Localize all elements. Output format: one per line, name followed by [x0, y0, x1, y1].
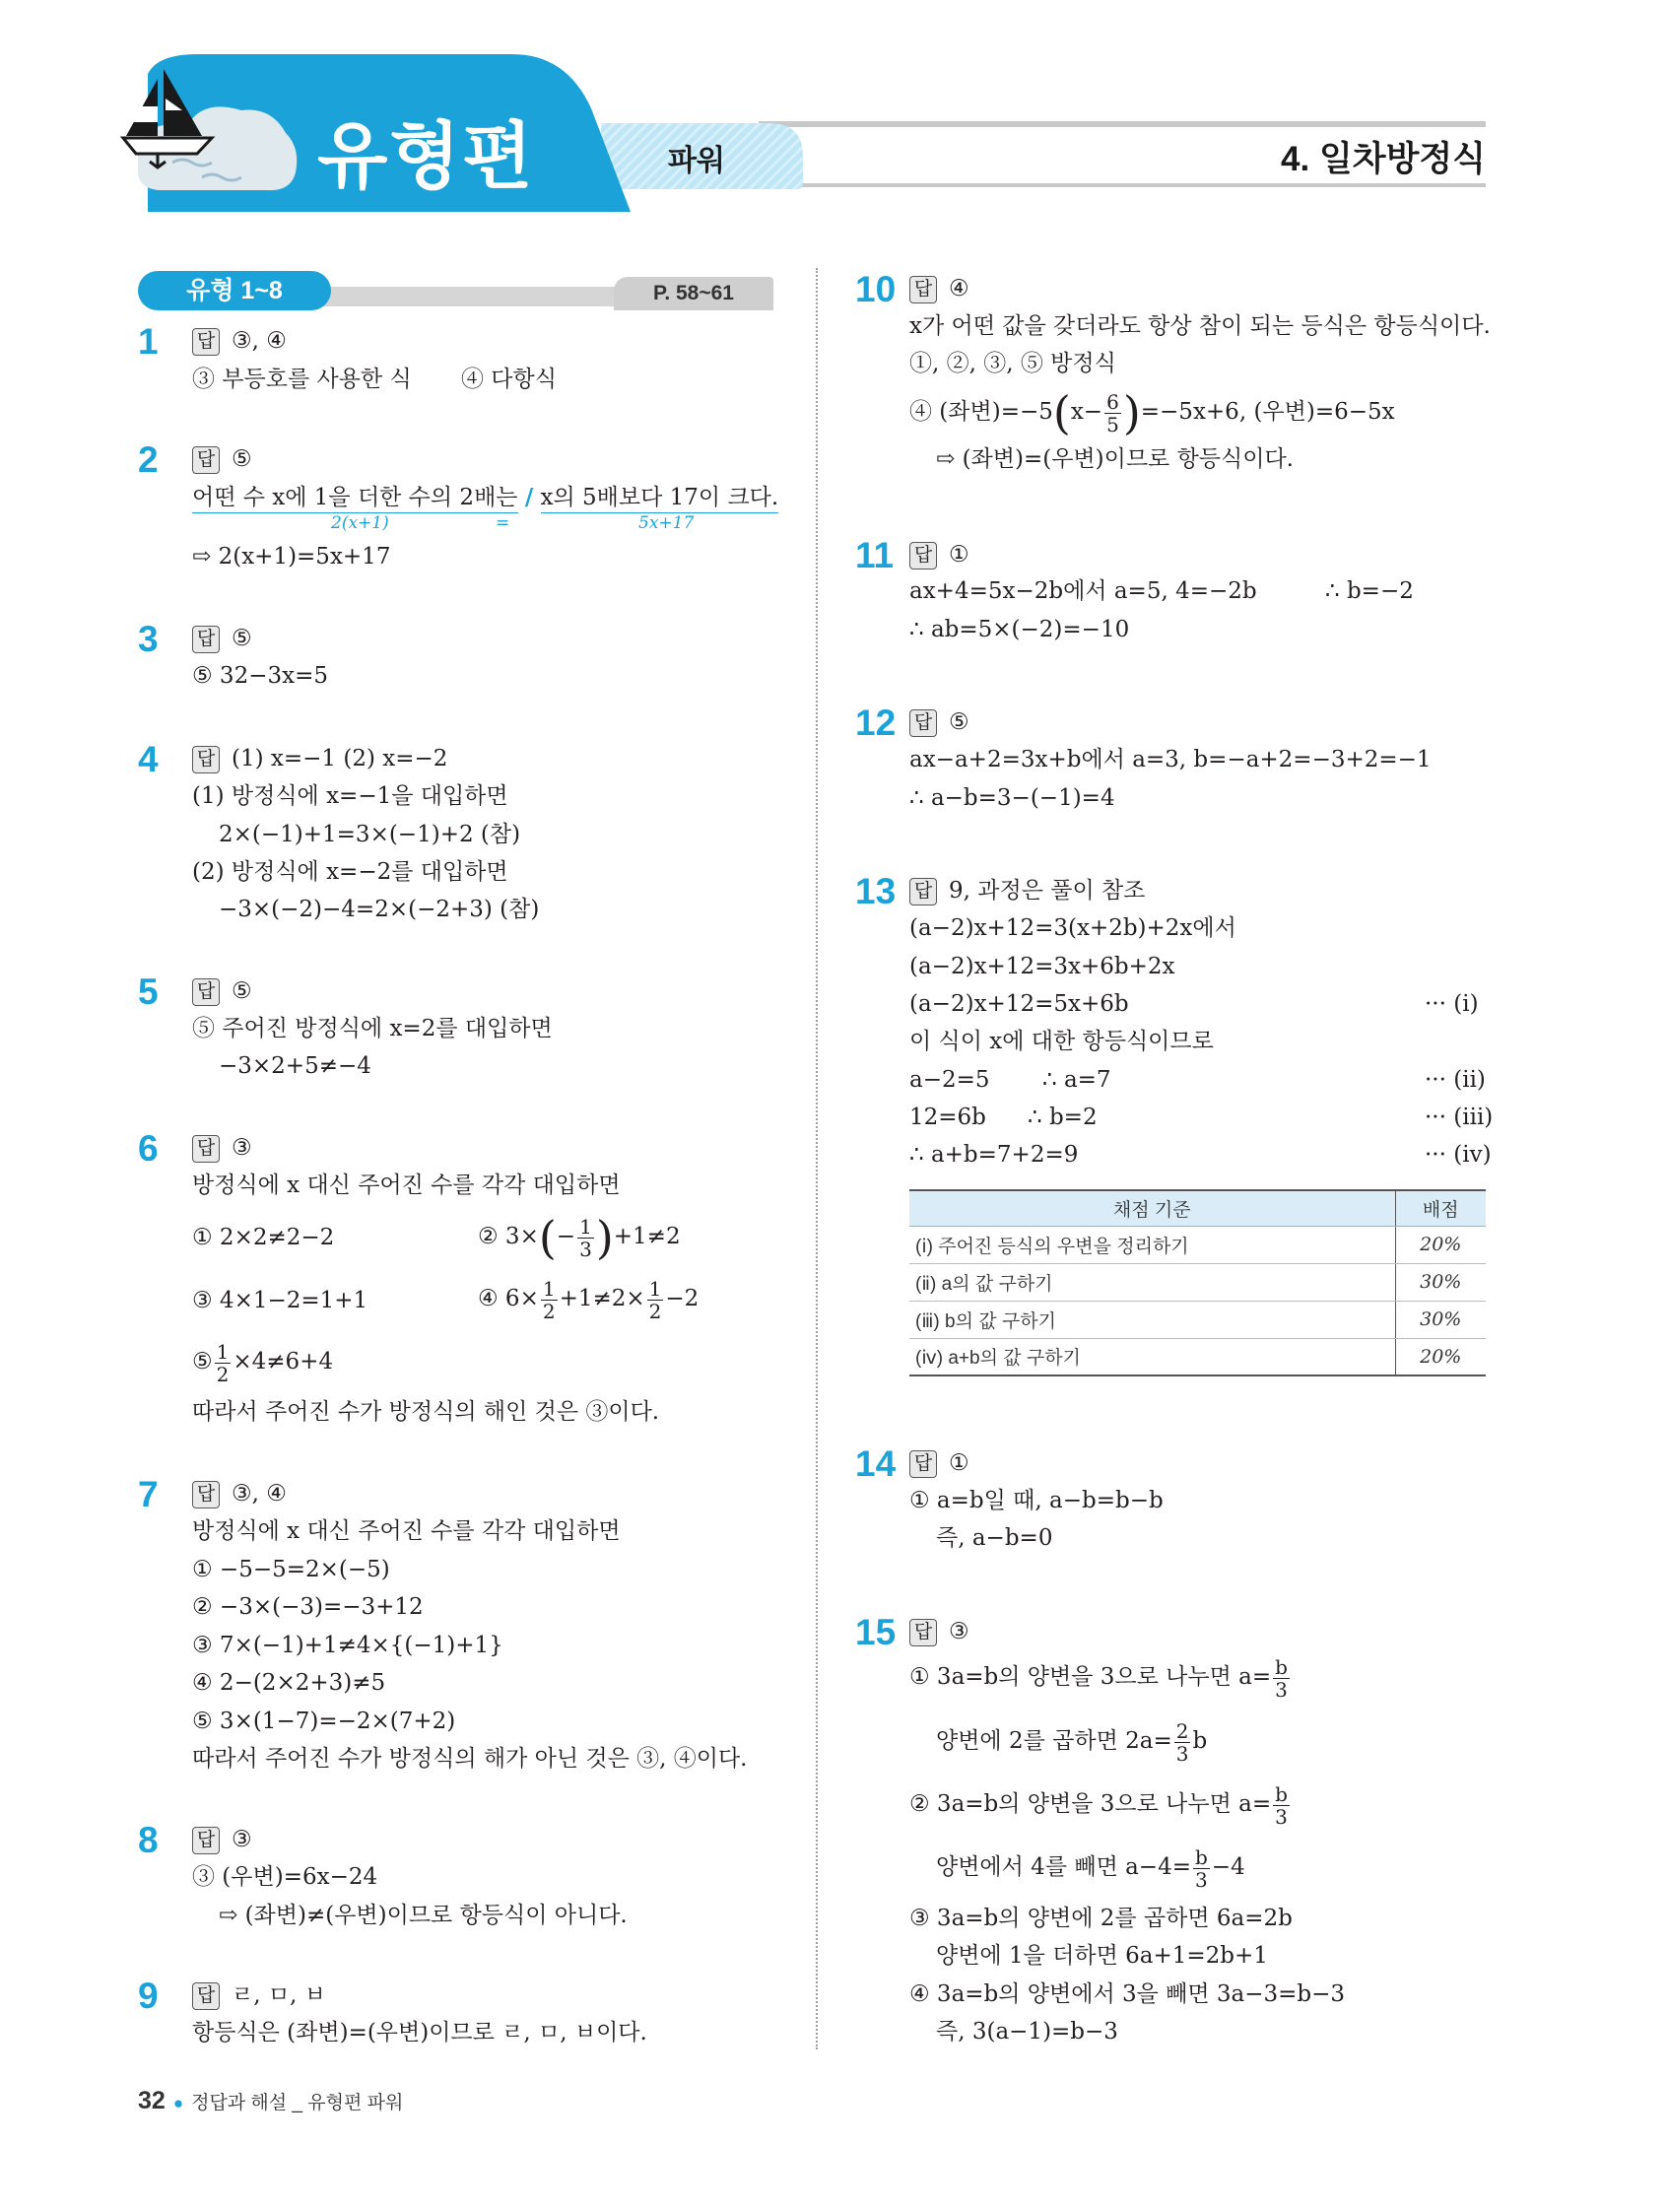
solution-line: 12=6b: [909, 1105, 986, 1130]
solution-line: ∴ b=2: [1028, 1105, 1098, 1130]
page-footer: [138, 2087, 403, 2115]
solution-line: ∴ b=−2: [1325, 578, 1414, 604]
question-number: 10: [855, 269, 897, 309]
numerator: 6: [1106, 389, 1119, 414]
criteria-cell: (ⅱ) a의 값 구하기: [909, 1263, 1395, 1301]
answer-line: [192, 1133, 252, 1163]
solution-line: ∴ a−b=3−(−1)=4: [909, 785, 1115, 811]
option-text: +1≠2×: [559, 1286, 645, 1311]
numerator: b: [1194, 1844, 1208, 1869]
option-line: ⑤ 3×(1−7)=−2×(7+2): [192, 1709, 456, 1734]
fraction: [1273, 1783, 1290, 1828]
question-number: 7: [138, 1474, 159, 1514]
answer-line: [192, 326, 287, 356]
solution-line: [909, 1779, 1292, 1829]
column-divider: [816, 268, 818, 2049]
numerator: 2: [1175, 1718, 1189, 1743]
math-text: −4: [1211, 1854, 1245, 1880]
section-tab-label: 유형 1~8: [138, 271, 331, 310]
points-header: 배점: [1395, 1190, 1486, 1226]
solution-line: a−2=5: [909, 1067, 990, 1093]
answer-line: [192, 744, 447, 773]
option-line: ② −3×(−3)=−3+12: [192, 1594, 424, 1620]
fraction: [1193, 1846, 1210, 1891]
step-marker: ··· (ⅱ): [1425, 1067, 1486, 1093]
page-number: 32: [138, 2087, 166, 2114]
answer-text: ⑤: [949, 709, 969, 735]
math-text: ④ (좌변)=−5: [909, 399, 1053, 425]
points-cell: 30%: [1395, 1263, 1486, 1301]
answer-line: [909, 876, 1145, 905]
numerator: b: [1275, 1654, 1288, 1679]
solution-line: ⇨ (좌변)=(우변)이므로 항등식이다.: [936, 446, 1294, 472]
option-line: ③ 7×(−1)+1≠4×{(−1)+1}: [192, 1633, 503, 1658]
answer-text: ⑤: [232, 446, 252, 472]
option-text: ⑤: [192, 1349, 213, 1374]
paren: (: [1052, 386, 1071, 439]
table-row: [909, 1301, 1486, 1338]
answer-line: [909, 707, 969, 737]
answer-text: ④: [949, 276, 969, 302]
numerator: 1: [579, 1214, 592, 1239]
option-line: [192, 1337, 333, 1386]
option-text: ④ 6×: [478, 1286, 539, 1311]
math-text: =−5x+6, (우변)=6−5x: [1140, 399, 1395, 425]
phrase-separator: /: [524, 484, 534, 510]
question-number: 5: [138, 972, 159, 1012]
solution-line: [909, 1652, 1292, 1702]
table-row: [909, 1226, 1486, 1263]
step-marker: ··· (ⅲ): [1425, 1105, 1494, 1130]
criteria-header: 채점 기준: [909, 1190, 1395, 1226]
answer-badge: 답: [192, 1827, 220, 1854]
option-line: ④ 2−(2×2+3)≠5: [192, 1670, 386, 1696]
question-number: 13: [855, 871, 897, 911]
section-tab: [138, 271, 773, 310]
solution-line: 2×(−1)+1=3×(−1)+2 (참): [219, 822, 521, 847]
solution-line: ⇨ 2(x+1)=5x+17: [192, 544, 391, 570]
answer-badge: 답: [909, 1450, 937, 1478]
fraction: [215, 1341, 232, 1385]
underline-note: 2(x+1): [331, 513, 389, 533]
denominator: 3: [1195, 1867, 1208, 1892]
math-text: 양변에 2를 곱하면 2a=: [936, 1728, 1172, 1754]
answer-line: [909, 274, 969, 303]
header-banner-graphic: [0, 0, 1668, 246]
question-number: 15: [855, 1612, 897, 1652]
question-number: 12: [855, 703, 897, 743]
denominator: 5: [1106, 412, 1119, 436]
paren: (: [538, 1211, 557, 1264]
points-cell: 30%: [1395, 1301, 1486, 1338]
solution-line: ax−a+2=3x+b에서 a=3, b=−a+2=−3+2=−1: [909, 747, 1432, 772]
answer-line: [192, 1479, 287, 1508]
solution-line: ①, ②, ③, ⑤ 방정식: [909, 351, 1116, 376]
solution-line: ③ (우변)=6x−24: [192, 1864, 378, 1890]
answer-line: [192, 444, 252, 474]
math-text: x−: [1070, 399, 1103, 425]
answer-line: [192, 976, 252, 1006]
fraction: [1174, 1720, 1191, 1765]
solution-line: ∴ a+b=7+2=9: [909, 1142, 1079, 1168]
solution-line: ① a=b일 때, a−b=b−b: [909, 1488, 1164, 1513]
paren: ): [1122, 386, 1141, 439]
math-text: b: [1192, 1728, 1208, 1754]
fraction: [647, 1278, 664, 1322]
numerator: b: [1275, 1781, 1288, 1806]
answer-line: [192, 1825, 252, 1854]
question-number: 2: [138, 439, 159, 480]
solution-line: (a−2)x+12=3(x+2b)+2x에서: [909, 915, 1236, 941]
solution-line: ③ 3a=b의 양변에 2를 곱하면 6a=2b: [909, 1906, 1293, 1931]
solution-line: (1) 방정식에 x=−1을 대입하면: [192, 783, 508, 809]
question-number: 3: [138, 619, 159, 659]
solution-line: ax+4=5x−2b에서 a=5, 4=−2b: [909, 578, 1257, 604]
question-number: 9: [138, 1976, 159, 2016]
answer-badge: 답: [192, 626, 220, 653]
solution-line: [936, 1716, 1207, 1766]
answer-text: ⑤: [232, 978, 252, 1004]
solution-line: (2) 방정식에 x=−2를 대입하면: [192, 859, 508, 885]
question-number: 14: [855, 1443, 897, 1484]
denominator: 3: [1175, 1741, 1189, 1766]
answer-badge: 답: [192, 328, 220, 356]
solution-line: 따라서 주어진 수가 방정식의 해가 아닌 것은 ③, ④이다.: [192, 1746, 748, 1772]
question-number: 8: [138, 1820, 159, 1860]
option-text: ② 3×: [478, 1224, 539, 1249]
criteria-cell: (ⅰ) 주어진 등식의 우변을 정리하기: [909, 1226, 1395, 1263]
answer-badge: 답: [909, 709, 937, 737]
solution-line: 즉, 3(a−1)=b−3: [936, 2019, 1118, 2044]
answer-badge: 답: [192, 446, 220, 474]
section-page-range: P. 58~61: [614, 277, 773, 310]
table-row: [909, 1338, 1486, 1375]
answer-text: ③: [232, 1827, 252, 1852]
solution-line: 따라서 주어진 수가 방정식의 해인 것은 ③이다.: [192, 1399, 660, 1425]
question-number: 4: [138, 739, 159, 779]
solution-line: [192, 483, 778, 512]
answer-badge: 답: [909, 542, 937, 570]
step-marker: ··· (ⅰ): [1425, 991, 1479, 1017]
solution-line: 이 식이 x에 대한 항등식이므로: [909, 1029, 1214, 1054]
answer-badge: 답: [192, 978, 220, 1006]
fraction: [577, 1216, 594, 1260]
solution-line: 방정식에 x 대신 주어진 수를 각각 대입하면: [192, 1173, 621, 1198]
answer-badge: 답: [192, 1135, 220, 1163]
answer-line: [909, 1448, 969, 1478]
answer-text: (1) x=−1 (2) x=−2: [232, 746, 448, 771]
solution-line: [936, 1843, 1245, 1892]
answer-text: ①: [949, 1450, 969, 1476]
option-line: ③ 4×1−2=1+1: [192, 1288, 368, 1313]
page-header: [0, 0, 1668, 246]
option-line: ① 2×2≠2−2: [192, 1225, 335, 1250]
math-text: ② 3a=b의 양변을 3으로 나누면 a=: [909, 1791, 1272, 1817]
option-text: ×4≠6+4: [233, 1349, 334, 1374]
denominator: 3: [1275, 1804, 1288, 1829]
question-number: 11: [855, 535, 895, 575]
phrase-segment: 어떤 수 x에 1을 더한 수의 2배는: [192, 485, 518, 513]
answer-text: 9, 과정은 풀이 참조: [949, 878, 1146, 904]
solution-line: ∴ ab=5×(−2)=−10: [909, 617, 1130, 642]
solution-line: (a−2)x+12=5x+6b: [909, 991, 1129, 1017]
paren: ): [595, 1211, 614, 1264]
grading-table-header: [909, 1190, 1486, 1226]
solution-line: [909, 386, 1395, 439]
answer-text: ③, ④: [232, 1481, 287, 1507]
option-line: ① −5−5=2×(−5): [192, 1557, 390, 1582]
fraction: [1104, 391, 1121, 436]
answer-badge: 답: [192, 1481, 220, 1508]
answer-badge: 답: [909, 878, 937, 905]
fraction: [1273, 1656, 1290, 1701]
answer-text: ㄹ, ㅁ, ㅂ: [232, 1982, 326, 2008]
phrase-segment: x의 5배보다 17이 크다.: [541, 485, 779, 513]
option-line: [478, 1274, 699, 1323]
bullet-icon: ●: [172, 2094, 184, 2112]
answer-badge: 답: [909, 1619, 937, 1646]
solution-line: ∴ a=7: [1042, 1067, 1111, 1093]
answer-line: [192, 624, 252, 653]
solution-line: ④ 3a=b의 양변에서 3을 빼면 3a−3=b−3: [909, 1981, 1346, 2007]
numerator: 1: [648, 1276, 662, 1301]
option-line: ② 3×(− $\frac{1}{3}$ )+1≠2: [478, 1211, 681, 1264]
solution-line: −3×2+5≠−4: [219, 1053, 371, 1079]
answer-text: ③: [949, 1619, 969, 1644]
grading-table: [909, 1189, 1486, 1376]
denominator: 2: [648, 1299, 662, 1323]
step-marker: ··· (ⅳ): [1425, 1142, 1492, 1168]
math-text: 양변에서 4를 빼면 a−4=: [936, 1854, 1191, 1880]
solution-line: ④ 다항식: [461, 367, 557, 392]
answer-line: [909, 540, 969, 570]
underline-note: =: [496, 513, 510, 533]
solution-line: ⇨ (좌변)≠(우변)이므로 항등식이 아니다.: [219, 1903, 628, 1928]
option-text: +1≠2: [613, 1224, 681, 1249]
solution-line: (a−2)x+12=3x+6b+2x: [909, 954, 1175, 979]
solution-line: ⑤ 주어진 방정식에 x=2를 대입하면: [192, 1016, 553, 1041]
numerator: 1: [216, 1339, 230, 1364]
header-subtitle: 파워: [668, 145, 725, 177]
denominator: 3: [579, 1237, 592, 1261]
answer-text: ③, ④: [232, 328, 287, 354]
answer-badge: 답: [192, 746, 220, 773]
header-title: 유형편: [317, 115, 535, 197]
option-text: −2: [665, 1286, 700, 1311]
answer-text: ⑤: [232, 626, 252, 651]
denominator: 3: [1275, 1677, 1288, 1702]
solution-line: ③ 부등호를 사용한 식: [192, 367, 412, 392]
solution-line: −3×(−2)−4=2×(−2+3) (참): [219, 897, 540, 922]
fraction: [541, 1278, 558, 1322]
answer-badge: 답: [909, 276, 937, 303]
solution-line: x가 어떤 값을 갖더라도 항상 참이 되는 등식은 항등식이다.: [909, 313, 1491, 339]
solution-line: ⑤ 32−3x=5: [192, 663, 328, 689]
solution-line: 항등식은 (좌변)=(우변)이므로 ㄹ, ㅁ, ㅂ이다.: [192, 2020, 647, 2045]
denominator: 2: [216, 1362, 230, 1386]
footer-text: 정답과 해설 _ 유형편 파워: [191, 2093, 404, 2113]
answer-line: [909, 1617, 969, 1646]
numerator: 1: [542, 1276, 556, 1301]
answer-line: [192, 1980, 326, 2010]
criteria-cell: (ⅳ) a+b의 값 구하기: [909, 1338, 1395, 1375]
points-cell: 20%: [1395, 1226, 1486, 1263]
underline-note: 5x+17: [638, 513, 695, 533]
solution-line: 방정식에 x 대신 주어진 수를 각각 대입하면: [192, 1518, 621, 1544]
answer-text: ①: [949, 542, 969, 568]
answer-badge: 답: [192, 1982, 220, 2010]
criteria-cell: (ⅲ) b의 값 구하기: [909, 1301, 1395, 1338]
question-number: 1: [138, 321, 159, 362]
answer-text: ③: [232, 1135, 252, 1161]
solution-line: 즉, a−b=0: [936, 1525, 1053, 1551]
denominator: 2: [542, 1299, 556, 1323]
points-cell: 20%: [1395, 1338, 1486, 1375]
math-text: ① 3a=b의 양변을 3으로 나누면 a=: [909, 1664, 1272, 1690]
question-number: 6: [138, 1128, 159, 1169]
table-row: [909, 1263, 1486, 1301]
chapter-title: 4. 일차방정식: [1281, 140, 1486, 178]
solution-line: 양변에 1을 더하면 6a+1=2b+1: [936, 1943, 1268, 1969]
